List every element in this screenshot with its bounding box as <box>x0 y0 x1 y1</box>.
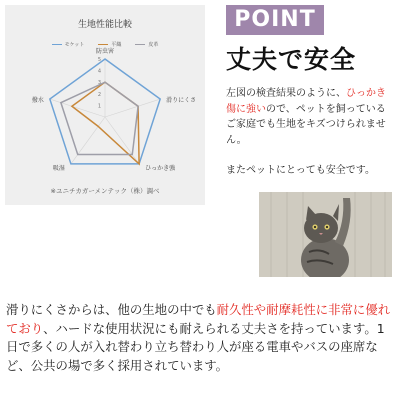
radar-tick-label: 2 <box>97 91 101 98</box>
bottom-highlight: 耐久性や耐摩耗性に非常に優れており <box>6 302 391 336</box>
legend-label: 皮革 <box>148 42 159 48</box>
headline: 丈夫で安全 <box>226 45 357 74</box>
radar-tick-label: 5 <box>97 57 101 63</box>
chart-title: 生地性能比較 <box>77 20 132 30</box>
bottom-text-2: 、ハードな使用状況にも耐えられる丈夫さを持っています。1日で多くの人が入れ替わり立ち替わり人が座る電車やバスの座席など、公共の場で多く採用されています。 <box>6 320 385 373</box>
radar-axis-label: 撥水 <box>31 97 44 105</box>
radar-series-平織 <box>72 82 139 164</box>
radar-tick-label: 1 <box>97 103 101 110</box>
intro-text-1: 左図の検査結果のように、 <box>226 88 346 99</box>
legend-label: 平織 <box>111 42 122 48</box>
intro-text-2: ので、ペットを飼っているご家庭でも生地をキズつけられません。 <box>226 103 386 146</box>
cat-illustration <box>259 192 392 277</box>
durability-paragraph <box>6 301 396 375</box>
radar-spoke <box>71 117 105 164</box>
radar-chart-panel <box>5 5 205 205</box>
radar-chart <box>5 5 205 205</box>
pet-safety-text: またペットにとっても安全です。 <box>226 165 375 176</box>
intro-paragraph <box>226 86 394 148</box>
radar-axis-label: ひっかき強 <box>145 164 176 172</box>
radar-tick-label: 4 <box>97 68 101 75</box>
chart-source-note: ※ユニチカガーメンテック（株）調べ <box>50 187 160 195</box>
point-badge: POINT <box>226 5 324 35</box>
legend-label: モケット <box>64 42 85 48</box>
cat-photo <box>259 192 392 277</box>
bottom-text-1: 滑りにくさからは、他の生地の中でも <box>6 302 217 317</box>
radar-axis-label: 吸湿 <box>52 164 65 172</box>
radar-tick-label: 3 <box>97 80 101 87</box>
radar-axis-label: 滑りにくさ <box>166 97 197 105</box>
intro-highlight: ひっかき傷に強い <box>226 88 386 115</box>
radar-axis-label: 防虫害 <box>95 48 115 55</box>
